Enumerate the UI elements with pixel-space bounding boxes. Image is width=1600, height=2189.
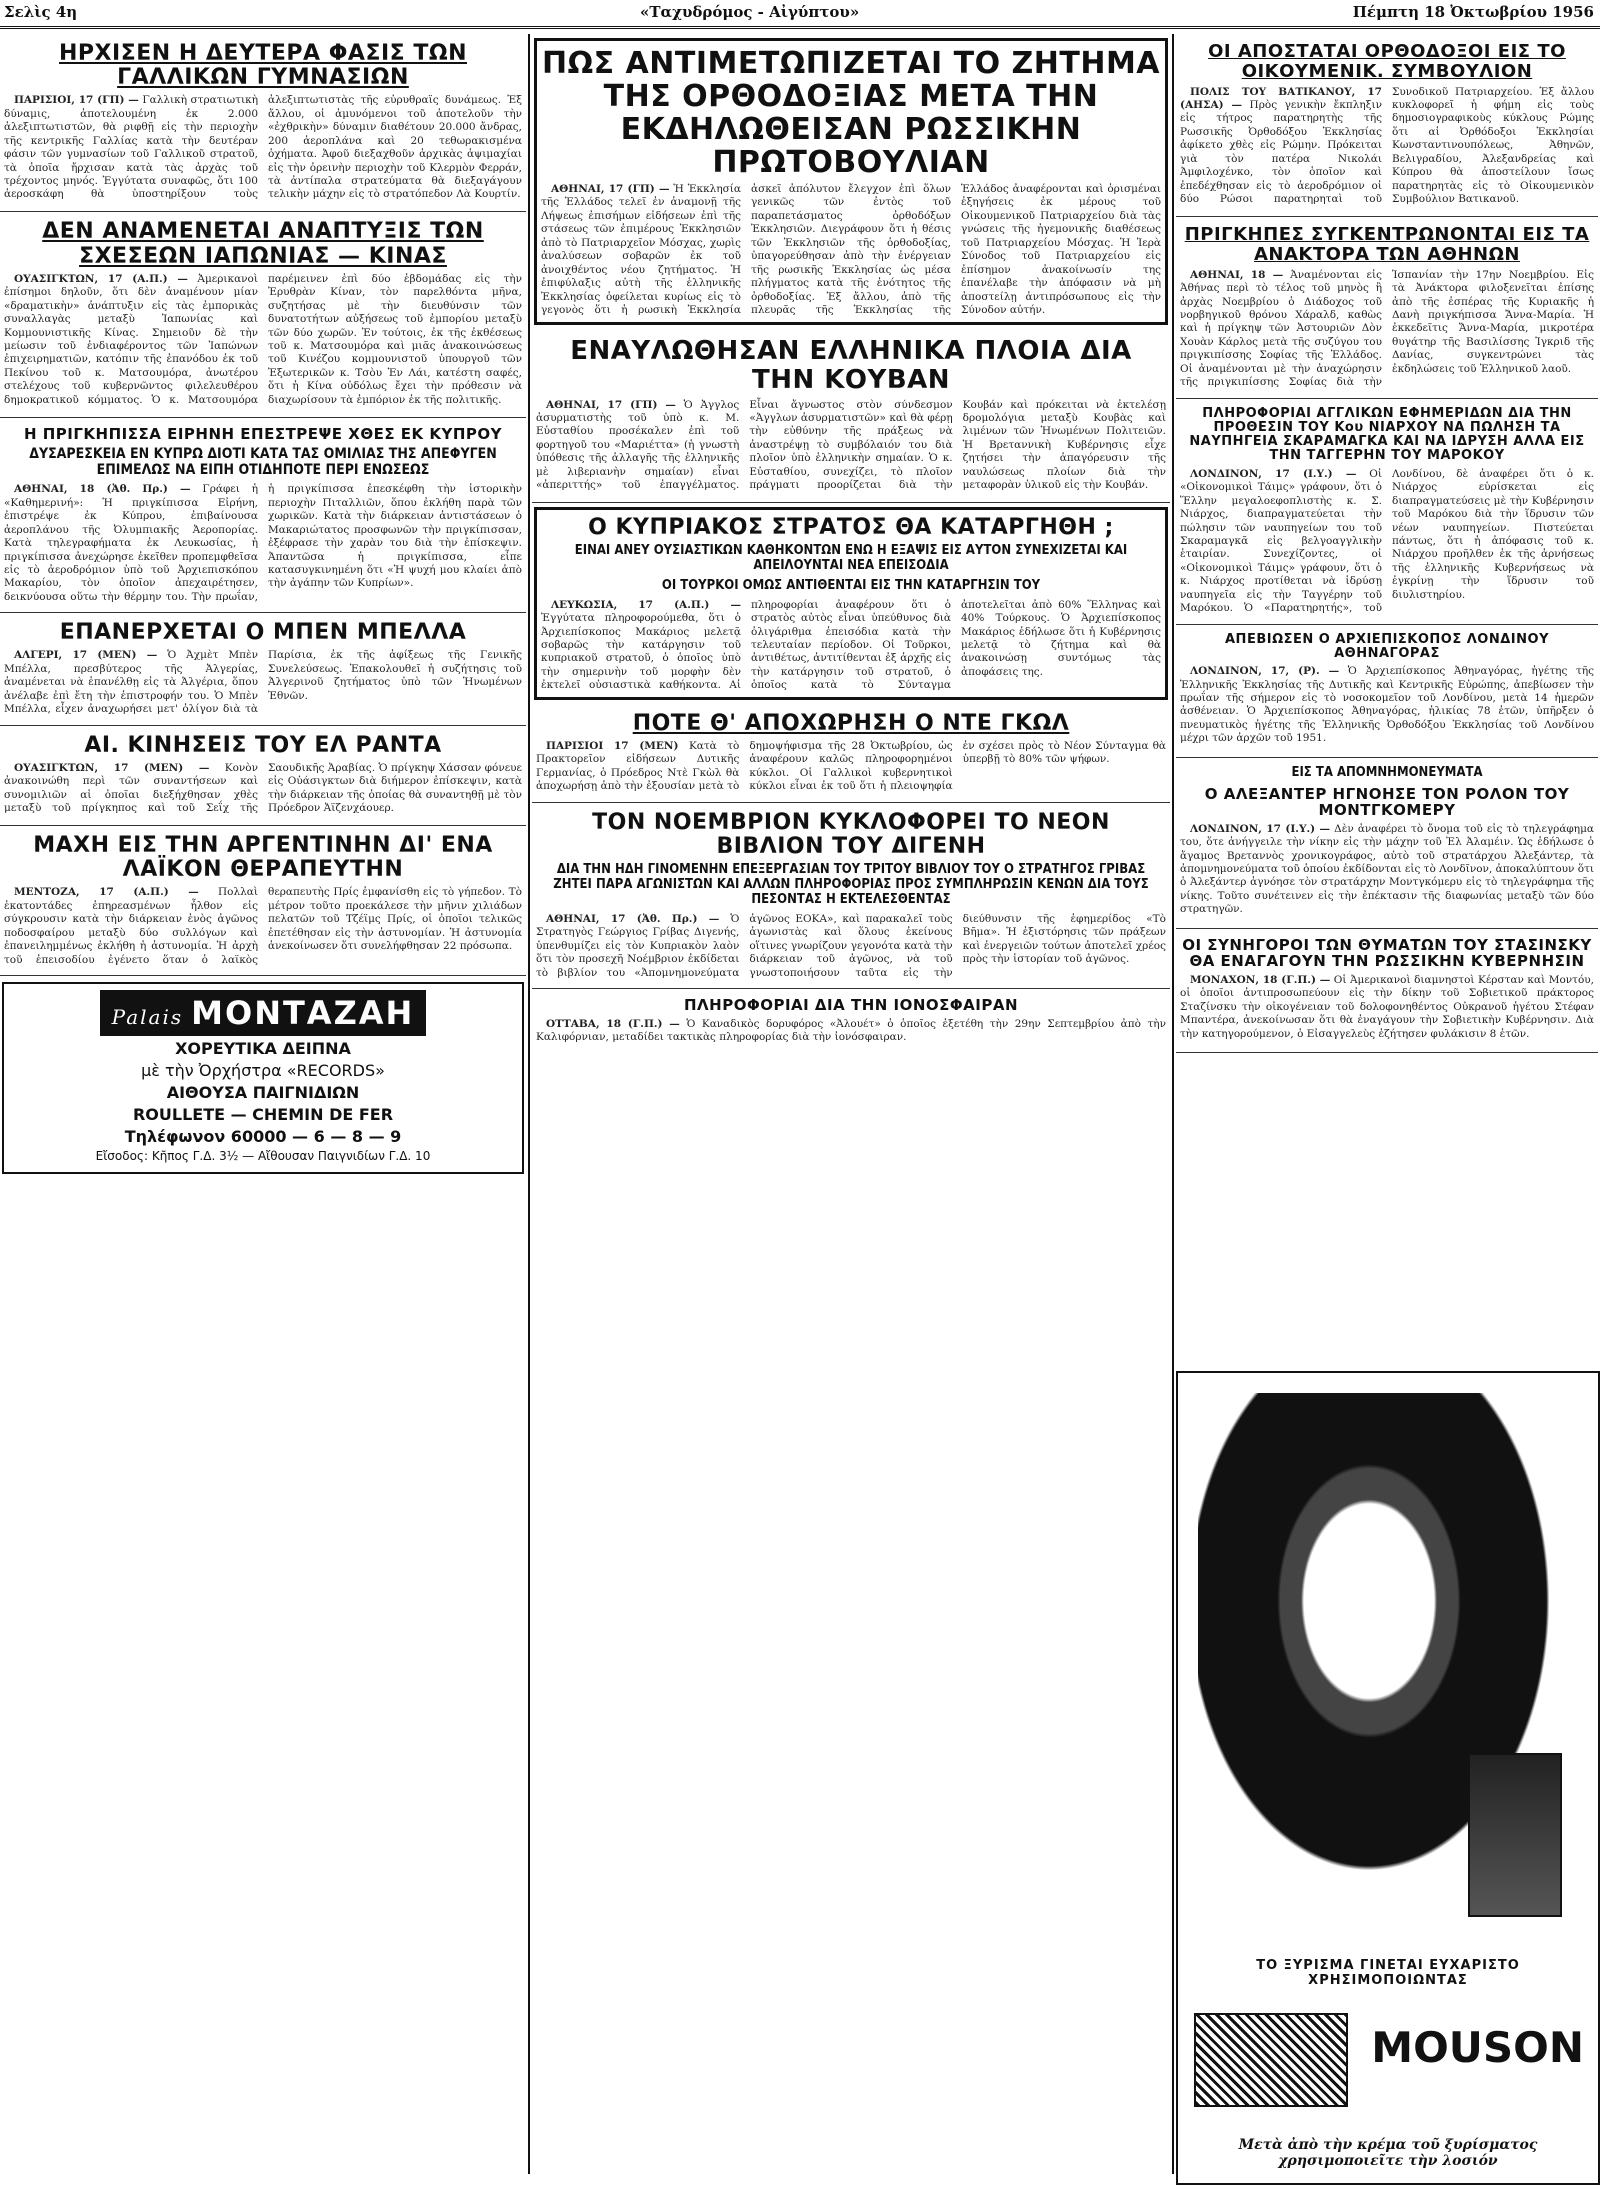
headline: ΠΟΤΕ Θ' ΑΠΟΧΩΡΗΣΗ Ο ΝΤΕ ΓΚΩΛ <box>632 710 1070 736</box>
headline: ΕΠΑΝΕΡΧΕΤΑΙ Ο ΜΠΕΝ ΜΠΕΛΛΑ <box>59 620 467 646</box>
dateline: ΛΟΝΔΙΝΟΝ, 17 (Ι.Υ.) — <box>1190 822 1330 835</box>
dateline: ΑΛΓΕΡΙ, 17 (ΜΕΝ) — <box>14 649 158 662</box>
headline: ΠΛΗΡΟΦΟΡΙΑΙ ΔΙΑ ΤΗΝ ΙΟΝΟΣΦΑΙΡΑΝ <box>683 996 1018 1014</box>
column-left <box>0 34 526 2184</box>
article-body <box>1180 665 1594 746</box>
ad-line: ROULLETE — CHEMIN DE FER <box>132 1105 394 1125</box>
headline: ΕΝΑΥΛΩΘΗΣΑΝ ΕΛΛΗΝΙΚΑ ΠΛΟΙΑ ΔΙΑ ΤΗΝ ΚΟΥΒΑΝ <box>570 336 1132 395</box>
subheadline: ΕΙΝΑΙ ΑΝΕΥ ΟΥΣΙΑΣΤΙΚΩΝ ΚΑΘΗΚΟΝΤΩΝ ΕΝΩ Η ΕΞΑΨΙΣ ΕΙΣ ΑΥΤΟΝ ΣΥΝΕΧΙΖΕΤΑΙ ΚΑΙ ΑΠΕΙΛΟΥΝΤΑΙ ΝΕΑ ΕΠΕΙΣΟΔΙΑ <box>574 542 1128 573</box>
ad-tagline: Μετὰ ἀπὸ τὴν κρέμα τοῦ ξυρίσματος χρησιμοποιεῖτε τὴν λοσιόν <box>1238 2137 1538 2169</box>
headline: ΤΟΝ ΝΟΕΜΒΡΙΟΝ ΚΥΚΛΟΦΟΡΕΙ ΤΟ ΝΕΟΝ ΒΙΒΛΙΟΝ ΤΟΥ ΔΙΓΕΝΗ <box>592 809 1110 859</box>
article-alexander <box>1176 758 1598 929</box>
article-text: Ὁ Ἀγγλος ἀσυρματιστὴς τοῦ ὑπὸ κ. Μ. Εὐσταθίου προσέκαλεν ἐπὶ τοῦ φορτηγοῦ του «Μαριέττα» (ἡ γνωστὴ ὑπόθεσις τῆς ἀλλαγῆς τῆς ἑλληνικῆς μὲ λιβεριανὴν σημαίαν) εἶναι «ἀπεριττής» τοῦ ἐπαγγέλματος. Εἶναι ἄγνωστος στὸν σύνδεσμον «Ἀγγλων ἀσυρματιστῶν» καὶ θὰ φέρῃ τὴν εὐθύνην τῆς πράξεως νὰ ἀναστρέψῃ τὸ συμβόλαιόν του διὰ πλοῖον ὑπὸ ἑλληνικὴν σημαίαν. Ὁ κ. Εὐσταθίου, συνεχίζει, τὸ πλοῖον πράγματι προορίζεται διὰ τὴν Κουβάν καὶ πρόκειται νὰ ἐκτελέσῃ δρομολόγια μεταξὺ Κουβὰς καὶ λιμένων τῶν Ἡνωμένων Πολιτειῶν. Ἡ Βρεταννικὴ Κυβέρνησις εἶχε ζητήσει τὴν ἀπαγόρευσιν τῆς ναυλώσεως πλοίων διὰ τὴν μεταφορὰν ὑλικοῦ εἰς τὴν Κουβάν. <box>536 398 1166 492</box>
article-princess-irene <box>0 418 526 614</box>
article-niarchos <box>1176 399 1598 625</box>
kicker: ΕΙΣ ΤΑ ΑΠΟΜΝΗΜΟΝΕΥΜΑΤΑ <box>1291 764 1483 780</box>
dateline: ΛΟΝΔΙΝΟΝ, 17 (Ι.Υ.) — <box>1190 467 1357 480</box>
dateline: ΑΘΗΝΑΙ, 17 (ΓΠ) — <box>546 398 676 411</box>
article-orthodoxy <box>534 38 1168 325</box>
dateline: ΜΕΝΤΟΖΑ, 17 (Α.Π.) — <box>14 886 199 899</box>
article-text: Γράφει ἡ «Καθημερινή»: Ἡ πριγκίπισσα Εἰρήνη, ἐπιστρέψε ἐκ Κύπρου, ἐπιβαίνουσα ἀεροπλάνου τῆς Ὀλυμπιακῆς Ἀεροπορίας. Κατὰ τηλεγραφήματα ἐκ Λευκωσίας, ἡ πριγκίπισσα ἀνεχώρησε ἐκεῖθεν προπεμφθεῖσα εἰς τὸ ἀεροδρόμιον ὑπὸ τοῦ Ἀρχιεπισκόπου Μακαρίου, τὸν ὁποῖον ἀπεχαιρέτησεν, δεικνύουσα οὕτω τὴν θέρμην του. Τὴν πρωΐαν, ἡ πριγκίπισσα ἐπεσκέφθη τὴν ἱστορικὴν περιοχὴν Πιταλλιῶν, ὅπου ἐκλήθη παρὰ τῶν χωρικῶν. Κατὰ τὴν διάρκειαν ἀντιστάσεων ὁ Μακαριώτατος προσφωνῶν τὴν πριγκίπισσαν, ἐξέφρασε τὴν χαρὰν του διὰ τὴν ἐπίσκεψιν. Ἀπαντῶσα ἡ πριγκίπισσα, εἶπε κατασυγκινημένη ὅτι «Ἡ ψυχή μου κλαίει ἀπὸ τὴν ἀγάπην τῶν Κυπρίων». <box>4 483 522 603</box>
article-text: Ἀμερικανοὶ ἐπίσημοι δηλοῦν, ὅτι δὲν ἀναμένουν μίαν «δραματικὴν» ἀνάπτυξιν εἰς τὰς ἐμπορικὰς συναλλαγὰς μεταξὺ Ἰαπωνίας καὶ Κομμουνιστικῆς Κίνας. Σημειοῦν δὲ τὴν μείωσιν τοῦ ἐνδιαφέροντος τῶν Ἰαπώνων ἐπιχειρηματιῶν, κατόπιν τῆς ἐπανόδου ἐκ τοῦ Πεκίνου τοῦ κ. Ματσουμόρα, ἀνωτέρου στελέχους τοῦ κυβερνῶντος φιλελευθέρου δημοκρατικοῦ κόμματος. Ὁ κ. Ματσουμόρα παρέμεινεν ἐπὶ δύο ἑβδομάδας εἰς τὴν Ἐρυθρὰν Κίναν, τὸν παρελθόντα μῆνα, συζητήσας μὲ τὴν διευθύνσιν τῶν δυνατοτήτων αὐξήσεως τοῦ ἐμπορίου μεταξὺ τῶν δύο χωρῶν. Ἐν τούτοις, ἐκ τῆς ἐκθέσεως τοῦ κ. Ματσουμόρα καὶ μιᾶς ἀνακοινώσεως τοῦ Κινέζου κομμουνιστοῦ ὑπουργοῦ τῶν Ἐξωτερικῶν κ. Τσὸυ Ἐν Λάι, κατέστη σαφές, ὅτι ἡ Κίνα οὐδόλως ἔχει τὴν πρόθεσιν νὰ διαχωρίσουν τὰ ἐμπόριον ἐκ τῆς πολιτικῆς. <box>4 272 522 406</box>
dateline: ΛΕΥΚΩΣΙΑ, 17 (Α.Π.) — <box>551 598 741 611</box>
article-text: Ἀναμένονται εἰς Ἀθήνας περὶ τὸ τέλος τοῦ μηνὸς ἢ ἀρχὰς Νοεμβρίου ὁ Διάδοχος τοῦ νορβηγικοῦ θρόνου Χάραλδ, καθὼς καὶ ἡ πρίγκηψ τῶν Ἀστουριῶν Δὸν Χουὰν Κάρλος μετὰ τῆς συζύγου του πριγκιπίσσης Σοφίας τῆς Ἑλλάδος. Οἱ ἀναμένονται μὲ τὴν ἀναχώρησιν τῆς πριγκιπίσσης Σοφίας διὰ τὴν Ἰσπανίαν τὴν 17ην Νοεμβρίου. Εἰς τὰ Ἀνάκτορα φιλοξενεῖται ἐπίσης ἀπὸ τῆς ἐσπέρας τῆς Κυριακῆς ἡ Δανὴ πριγκήπισσα Ἄννα-Μαρία. Ἡ ἐκκεδεῖτις Ἄννα-Μαρία, μικροτέρα θυγάτηρ τῆς Βασιλίσσης Ἰγκριδ τῆς Δανίας, συγκεντρώνει τὰς ἐκδηλώσεις τοῦ Ἑλληνικοῦ λαοῦ. <box>1180 268 1594 389</box>
article-el-randa <box>0 726 526 826</box>
article-athenagoras <box>1176 625 1598 758</box>
article-body <box>1180 468 1594 616</box>
headline: Ο ΚΥΠΡΙΑΚΟΣ ΣΤΡΑΤΟΣ ΘΑ ΚΑΤΑΡΓΗΘΗ ; <box>588 514 1114 540</box>
paper-title: «Ταχυδρόμος - Αἰγύπτου» <box>640 3 860 21</box>
ad-logo-text: ΜΟΝΤΑΖΑΗ <box>191 994 415 1033</box>
article-body <box>536 399 1166 494</box>
article-text: Γαλλικὴ στρατιωτικὴ δύναμις, ἀποτελουμένη ἐκ 2.000 ἀλεξιπτωτιστῶν, θὰ ριφθῇ εἰς τὴν περιοχὴν τῆς κεντρικῆς Γαλλίας κατὰ τὴν δευτέραν φάσιν τῶν γυμνασίων τοῦ Γαλλικοῦ στρατοῦ, τὰ ὁποῖα ἤρχισαν κατὰ τὰς ἀρχὰς τοῦ τρέχοντος μηνός. Ἐγγύτατα συναφῶς, ὅτι 100 ἀεροσκάφη θὰ ὑποστηρίξουν τοὺς ἀλεξιπτωτιστὰς τῆς εὐρυθραϊς δυνάμεως. Ἐξ ἄλλου, οἱ ἀμυνόμενοι τοῦ ἀποτελοῦν τὴν «ἐχθρικὴν» δύναμιν διαθέτουν 20.000 ἄνδρας, 200 ἀεροπλάνα καὶ 20 τεθωρακισμένα ὀχήματα. Ἀφοῦ διεξαχθοῦν ἀρχικὰς ἀψιμαχίαι εἰς τὴν ὀρεινὴν περιοχὴν τοῦ Κλερμὸν Φερράν, τὰ ἀντίπαλα στρατεύματα θὰ διεξαγάγουν τελικὴν μάχην εἰς τὸ στρατόπεδον Λὰ Κουρτίν. <box>4 94 522 201</box>
article-japan-china <box>0 212 526 417</box>
headline: ΠΩΣ ΑΝΤΙΜΕΤΩΠΙΖΕΤΑΙ ΤΟ ΖΗΤΗΜΑ ΤΗΣ ΟΡΘΟΔΟΞΙΑΣ ΜΕΤΑ ΤΗΝ ΕΚΔΗΛΩΘΕΙΣΑΝ ΡΩΣΣΙΚΗΝ ΠΡΩΤΟΒΟΥΛΙΑΝ <box>541 46 1161 180</box>
article-text: Ὁ Ἀχμὲτ Μπὲν Μπέλλα, πρεσβύτερος τῆς Ἀλγερίας, ἀναμένεται νὰ ἐπανέλθῃ εἰς τὰ Ἀλγέρια, ὅπου ἀνέλαβε ἐπὶ ἔτη τὴν ἐπιστροφήν του. Ὁ Μπὲν Μπέλλα, εἶχεν ἀναχωρήσει μετ' ὀλίγον διὰ τὰ Παρίσια, ἐκ τῆς ἀφίξεως τῆς Γενικῆς Συνελεύσεως. Ἐπακολουθεῖ ἡ συζήτησις τοῦ Ἀλγερινοῦ ζητήματος ὑπὸ τῶν Ἡνωμένων Ἐθνῶν. <box>4 649 522 716</box>
article-body <box>1180 269 1594 390</box>
ad-logo <box>100 990 427 1036</box>
article-body <box>536 740 1166 794</box>
article-text: Πρὸς γενικὴν ἔκπληξιν εἰς τήτρος παρατηρητὴς τῆς Ρωσσικῆς Ὀρθοδόξου Ἐκκλησίας ἀφίκετο χθὲς εἰς Ρώμην. Πρόκειται γιὰ τὸν πατέρα Νικολάι Ἀμφιλοχένκο, τὸν ὁποῖον καὶ ἐπεδέχθησαν εἰς τὸ ἀεροδρόμιον οἱ δύο Ρώσοι παρατηρηταὶ τοῦ Συνοδικοῦ Πατριαρχείου. Ἐξ ἄλλου κυκλοφορεῖ ἡ φήμη εἰς τοὺς δημοσιογραφικοὺς κύκλους Ρώμης ὅτι αἱ Ὀρθόδοξοι Ἐκκλησίαι Κωνσταντινουπόλεως, Ἀθηνῶν, Βελιγραδίου, Ἀλεξανδρείας καὶ Κύπρου θὰ ἀποστείλουν ἴσως παρατηρητὰς εἰς τὸ Οἰκουμενικὸν Συμβούλιον Βατικανοῦ. <box>1180 85 1594 206</box>
dateline: ΠΑΡΙΣΙΟΙ 17 (ΜΕΝ) <box>546 739 679 752</box>
article-text: Ὁ Καναδικὸς δορυφόρος «Ἀλουέτ» ὁ ὁποῖος ἐξετέθη τὴν 29ην Σεπτεμβρίου ἀπὸ τὴν Καλιφόρνιαν, μεταδίδει τακτικὰς πληροφορίας διὰ τὴν ἰονόσφαιραν. <box>536 1017 1166 1043</box>
article-text: Ἐγγύτατα πληροφορούμεθα, ὅτι ὁ Ἀρχιεπίσκοπος Μακάριος μελετᾷ σοβαρῶς τὴν κατάργησιν τοῦ κυπριακοῦ στρατοῦ, ὁ ὁποῖος ὑπὸ τὴν σημερινὴν τοῦ μορφὴν δὲν ἐκτελεῖ οὐσιαστικὰ καθήκοντα. Αἱ πληροφορίαι ἀναφέρουν ὅτι ὁ στρατὸς αὐτὸς εἶναι ὑπεύθυνος διὰ ὀλιγάριθμα ἐπεισόδια κατὰ τὴν τελευταίαν περίοδον. Οἱ Τοῦρκοι, ἀντιθέτως, ἀντιτίθενται ἐξ ἀρχῆς εἰς τὴν κατάργησιν τοῦ στρατοῦ, ὁ ὁποῖος κατὰ τὸ Σύνταγμα ἀποτελεῖται ἀπὸ 60% Ἕλληνας καὶ 40% Τούρκους. Ὁ Ἀρχιεπίσκοπος Μακάριος ἐδήλωσε ὅτι ἡ Κυβέρνησις μελετᾷ τὸ ζήτημα καὶ θὰ ἀνακοινώσῃ συντόμως τὰς ἀποφάσεις της. <box>541 598 1161 692</box>
headline: ΑΙ. ΚΙΝΗΣΕΙΣ ΤΟΥ ΕΛ ΡΑΝΤΑ <box>84 732 442 758</box>
headline: ΑΠΕΒΙΩΣΕΝ Ο ΑΡΧΙΕΠΙΣΚΟΠΟΣ ΛΟΝΔΙΝΟΥ ΑΘΗΝΑΓΟΡΑΣ <box>1225 631 1549 661</box>
dateline: ΟΥΑΣΙΓΚΤΩΝ, 17 (Α.Π.) — <box>14 272 188 285</box>
headline: ΟΙ ΣΥΝΗΓΟΡΟΙ ΤΩΝ ΘΥΜΑΤΩΝ ΤΟΥ ΣΤΑΣΙΝΣΚΥ ΘΑ ΕΝΑΓΑΓΟΥΝ ΤΗΝ ΡΩΣΣΙΚΗΝ ΚΥΒΕΡΝΗΣΙΝ <box>1182 935 1592 971</box>
headline: ΗΡΧΙΣΕΝ Η ΔΕΥΤΕΡΑ ΦΑΣΙΣ ΤΩΝ ΓΑΛΛΙΚΩΝ ΓΥΜΝΑΣΙΩΝ <box>59 41 467 91</box>
article-body <box>4 762 522 817</box>
dateline: ΜΟΝΑΧΟΝ, 18 (Γ.Π.) — <box>1190 973 1331 986</box>
article-text: Πολλαὶ ἑκατοντάδες ἐπηρεασμένων ἦλθον εἰς σύγκρουσιν κατὰ τὴν διάρκειαν ἑνὸς ἀγῶνος ποδοσφαίρου μεταξὺ δύο συλλόγων καὶ ἐπανειλημμένως ἐκλήθη ἡ ἀστυνομία. Ἡ ἀρχὴ τοῦ ἐπεισοδίου ἐγένετο ὅταν ὁ λαϊκὸς θεραπευτὴς Πρίς ἐμφανίσθη εἰς τὸ γήπεδον. Τὸ μέτρον τοῦτο προεκάλεσε τὴν μῆνιν χιλιάδων πελατῶν τοῦ Τζέϊμς Πρίς, οἱ ὁποῖοι τελικῶς ἐπετέθησαν εἰς τὴν ἀστυνομίαν. Ἡ ἀστυνομία ἀνεκοίνωσεν ὅτι συνελήφθησαν 22 πρόσωπα. <box>4 886 522 966</box>
dateline: ΑΘΗΝΑΙ, 17 (Ἀθ. Πρ.) — <box>546 912 720 925</box>
headline: ΜΑΧΗ ΕΙΣ ΤΗΝ ΑΡΓΕΝΤΙΝΗΝ ΔΙ' ΕΝΑ ΛΑΪΚΟΝ ΘΕΡΑΠΕΥΤΗΝ <box>33 833 493 883</box>
article-body <box>4 483 522 604</box>
subheadline: ΟΙ ΤΟΥΡΚΟΙ ΟΜΩΣ ΑΝΤΙΘΕΝΤΑΙ ΕΙΣ ΤΗΝ ΚΑΤΑΡΓΗΣΙΝ ΤΟΥ <box>661 577 1041 593</box>
column-rule <box>1172 34 1174 2174</box>
dateline: ΑΘΗΝΑΙ, 18 — <box>1190 268 1284 281</box>
ad-line: ΧΟΡΕΥΤΙΚΑ ΔΕΙΠΝΑ <box>175 1039 351 1059</box>
column-rule <box>528 34 530 2174</box>
dateline: ΛΟΝΔΙΝΟΝ, 17, (Ρ). — <box>1190 665 1340 678</box>
article-ben-bella <box>0 613 526 725</box>
ad-logo-script: Palais <box>111 1005 184 1030</box>
headline: ΔΕΝ ΑΝΑΜΕΝΕΤΑΙ ΑΝΑΠΤΥΞΙΣ ΤΩΝ ΣΧΕΣΕΩΝ ΙΑΠΩΝΙΑΣ — ΚΙΝΑΣ <box>42 219 484 269</box>
subheadline: ΔΙΑ ΤΗΝ ΗΔΗ ΓΙΝΟΜΕΝΗΝ ΕΠΕΞΕΡΓΑΣΙΑΝ ΤΟΥ ΤΡΙΤΟΥ ΒΙΒΛΙΟΥ ΤΟΥ Ο ΣΤΡΑΤΗΓΟΣ ΓΡΙΒΑΣ ΖΗΤΕΙ ΠΑΡΑ ΑΓΩΝΙΣΤΩΝ ΚΑΙ ΑΛΛΩΝ ΠΛΗΡΟΦΟΡΙΑΣ ΠΡΟΣ ΣΥΜΠΛΗΡΩΣΙΝ ΚΕΝΩΝ ΔΙΑ ΤΟΥΣ ΠΕΣΟΝΤΑΣ Η ΕΚΤΕΛΕΣΘΕΝΤΑΣ <box>553 862 1149 907</box>
article-text: Δὲν ἀναφέρει τὸ ὄνομα τοῦ εἰς τὸ τηλεγράφημα του, ὅτε ἀνήγγειλε τὴν νίκην εἰς τὴν μάχην τοῦ Ἐλ Ἀλαμέιν. Ὡς ἐδήλωσε ὁ ἄγαμος Βρεταννὸς χρονικογράφος, αὐτὸ τοῦ στρατάρχου Ἀλεξάντερ, τὰ ἀπομνημονεύματα τοῦ ὁποίου ἐκδίδονται εἰς τὸ Λονδῖνον, ἀποκαλύπτουν ὅτι ὁ Ἀλεξάντερ ἀγνόησε τὸν στρατάρχην Μοντγκόμερυ εἰς τὸ τηλεγράφημα τῆς νίκης. Τοῦτο συνέτεινεν εἰς τὴν ἐπέκτασιν τῆς διαφωνίας μεταξὺ τῶν δύο στρατηγῶν. <box>1180 822 1595 916</box>
article-cyprus-army <box>534 507 1168 700</box>
advertisement-montazah <box>2 982 524 1174</box>
page-number: Σελὶς 4η <box>4 3 78 21</box>
article-text: Κατὰ τὸ Πρακτορεῖον εἰδήσεων Δυτικῆς Γερμανίας, ὁ Πρόεδρος Ντὲ Γκὼλ θὰ ἀποχωρήσῃ ἀπὸ τὴν ἐξουσίαν μετὰ τὸ δημοψήφισμα τῆς 28 Ὀκτωβρίου, ὡς ἀναφέρουν καλῶς πληροφορημένοι κύκλοι. Οἱ Γαλλικοὶ κυβερνητικοὶ κύκλοι εἶναι ἐκ τοῦ ὅτι ἡ πλειοψηφία ἐν σχέσει πρὸς τὸ Νέον Σύνταγμα θὰ ὑπερβῇ τὸ 80% τῶν ψήφων. <box>536 739 1166 793</box>
ad-coach-logo-icon <box>1194 2013 1348 2107</box>
ad-brand: MOUSON <box>1371 2023 1584 2072</box>
dateline: ΠΑΡΙΣΙΟΙ, 17 (ΓΠ) — <box>14 94 139 107</box>
ad-slogan: ΤΟ ΞΥΡΙΣΜΑ ΓΙΝΕΤΑΙ ΕΥΧΑΡΙΣΤΟ ΧΡΗΣΙΜΟΠΟΙΩΝΤΑΣ <box>1256 1958 1520 1988</box>
ad-line: Εἴσοδος: Κῆπος Γ.Δ. 3½ — Αἴθουσαν Παιγνιδίων Γ.Δ. 10 <box>95 1149 431 1164</box>
issue-date: Πέμπτη 18 Ὀκτωβρίου 1956 <box>1352 3 1594 21</box>
article-text: Οἱ Ἀμερικανοὶ διαμνηστοὶ Κέρσταν καὶ Μοντόυ, οἱ ὁποῖοι ἀντιπροσωπεύουν εἰς τὴν δίκην τοῦ Σοβιετικοῦ πράκτορος Σταζίνσκυ τὴν οἰκογένειαν τοῦ δολοφονηθέντος Οὐκρανοῦ ἡγέτου Στέφαν Μπαντέρα, ἀνεκοίνωσαν ὅτι θὰ ἐναγάγουν τὴν Σοβιετικὴν Κυβέρνησιν. Διὰ τὴν κατηγορούμενον, ὁ Εἰσαγγελεὺς ἐζήτησεν φυλάκισιν 8 ἐτῶν. <box>1180 973 1594 1040</box>
article-body <box>1180 823 1594 917</box>
article-body <box>1180 974 1594 1041</box>
article-digenis-book <box>532 803 1170 989</box>
dateline: ΟΥΑΣΙΓΚΤΩΝ, 17 (ΜΕΝ) — <box>14 761 210 774</box>
advertisement-mouson <box>1176 1371 1600 2185</box>
article-body <box>536 1018 1166 1045</box>
article-body <box>536 913 1166 980</box>
article-text: Κονὸν ἀνακοινώθη περὶ τῶν συναντήσεων καὶ συνομιλιῶν αἱ ὁποῖαι διεξήχθησαν χθὲς μεταξὺ τοῦ πρίγκηπος καὶ τοῦ Σεΐχ τῆς Σαουδικῆς Ἀραβίας. Ὁ πρίγκηψ Χάσσαν φόνευε εἰς Οὐάσιγκτων διὰ διήμερον ἐπίσκεψιν, κατὰ τὴν διάρκειαν τῆς ὁποίας θὰ συναντηθῇ μὲ τὸν Πρόεδρον Ἀϊζενχάουερ. <box>4 761 522 815</box>
ad-illustration-bottle <box>1468 1753 1562 1917</box>
dateline: ΑΘΗΝΑΙ, 18 (Ἀθ. Πρ.) — <box>14 483 191 496</box>
dateline: ΠΟΛΙΣ ΤΟΥ ΒΑΤΙΚΑΝΟΥ, 17 (ΑΗΣΑ) — <box>1180 85 1382 112</box>
article-body <box>4 886 522 967</box>
article-body <box>541 599 1161 693</box>
article-de-gaulle <box>532 704 1170 803</box>
article-cuba-ships <box>532 329 1170 502</box>
article-text: Οἱ «Οἰκονομικοὶ Τάιμς» γράφουν, ὅτι ὁ Ἕλλην μεγαλοεφοπλιστὴς κ. Σ. Νιάρχος, διαπραγματεύεται τὴν πώλησιν τῶν ναυπηγείων του τοῦ Σκαραμαγκᾶ εἰς βελγοαγγλικὴν ἑταιρίαν. Συνεχίζοντες, οἱ «Οἰκονομικοὶ Τάιμς» γράφουν, ὅτι ὁ κ. Νιάρχος προτίθεται νὰ ἱδρύσῃ ναυπηγεῖα εἰς τὴν Ταγγέρην τοῦ Μαρόκου. Ὁ «Παρατηρητής», τοῦ Λονδίνου, δὲ ἀναφέρει ὅτι ὁ κ. Νιάρχος εὑρίσκεται εἰς διαπραγματεύσεις μὲ τὴν Κυβέρνησιν τοῦ Μαρόκου διὰ τὴν ἵδρυσιν τῶν νέων ναυπηγείων. Πιστεύεται πάντως, ὅτι ἡ ἀπόφασις τοῦ κ. Νιάρχου προῆλθεν ἐκ τῆς ἀρνήσεως τῆς ἑλληνικῆς Κυβερνήσεως νὰ ἐγκρίνῃ τὴν ἵδρυσιν τοῦ διυλιστηρίου. <box>1180 467 1594 615</box>
article-body <box>1180 86 1594 208</box>
article-argentina <box>0 826 526 976</box>
ad-line: μὲ τὴν Ὀρχήστρα «RECORDS» <box>141 1061 385 1081</box>
headline: ΟΙ ΑΠΟΣΤΑΤΑΙ ΟΡΘΟΔΟΞΟΙ ΕΙΣ ΤΟ ΟΙΚΟΥΜΕΝΙΚ. ΣΥΜΒΟΥΛΙΟΝ <box>1208 41 1566 82</box>
ad-line: ΑΙΘΟΥΣΑ ΠΑΙΓΝΙΔΙΩΝ <box>166 1083 360 1103</box>
article-body <box>4 94 522 203</box>
article-text: Ἡ Ἐκκλησία τῆς Ἑλλάδος τελεῖ ἐν ἀναμονῇ τῆς Λήψεως ἐπισήμων εἰδήσεων ἐπὶ τῆς στάσεως τῶν ἐπιμέρους Ἐκκλησιῶν ἀπὸ τὸ Πατριαρχεῖον Μόσχας, χωρὶς ἀναλύσεων σοβαρῶν ἐκ τοῦ ἀνοιχθέντος νέου ζητήματος. Ἡ ἐπιφύλαξις αὐτὴ τῆς ἑλληνικῆς Ἐκκλησίας ὀφείλεται κυρίως εἰς τὸ γεγονὸς ὅτι ἡ ρωσικὴ Ἐκκλησία ἀσκεῖ ἀπόλυτον ἔλεγχον ἐπὶ ὅλων γενικῶς τῶν ἐντὸς τοῦ παραπετάσματος ὀρθοδόξων Ἐκκλησιῶν. Διεγράφουν ὅτι ἡ θέσις τῶν Ἐκκλησιῶν τῆς ὀρθοδοξίας, ὑπαγορεύθησαν ἀπὸ τὴν ἐνέργειαν τῆς ρωσικῆς Ἐκκλησίας ὡς μέσα πλήγματος κατὰ τῆς ἑνότητος τῆς ὀρθοδοξίας. Ἐξ ἄλλου, ἀπὸ τῆς πλευρᾶς τῆς Ἐκκλησίας τῆς Ἑλλάδος ἀναφέρονται καὶ ὁρισμέναι ἐξηγήσεις ἐκ μέρους τοῦ Οἰκουμενικοῦ Πατριαρχείου διὰ τὰς γνώσεις τῆς ἠγεμονικῆς διαθέσεως τοῦ Πατριαρχείου Μόσχας. Ἡ Ἱερὰ Σύνοδος τοῦ Πατριαρχείου εἰς ἐπίσημον ἀνακοίνωσίν της ἐπανέλαβε τὴν ἀπόφασιν νὰ μὴ ἀποστείλῃ ἀντιπρόσωπους εἰς τὴν Σύνοδον αὐτήν. <box>541 183 1161 316</box>
headline: Η ΠΡΙΓΚΗΠΙΣΣΑ ΕΙΡΗΝΗ ΕΠΕΣΤΡΕΨΕ ΧΘΕΣ ΕΚ ΚΥΠΡΟΥ <box>23 424 503 443</box>
headline: ΠΛΗΡΟΦΟΡΙΑΙ ΑΓΓΛΙΚΩΝ ΕΦΗΜΕΡΙΔΩΝ ΔΙΑ ΤΗΝ ΠΡΟΘΕΣΙΝ ΤΟΥ Κου ΝΙΑΡΧΟΥ ΝΑ ΠΩΛΗΣΗ ΤΑ ΝΑΥΠΗΓΕΙΑ ΣΚΑΡΑΜΑΓΚΑ ΚΑΙ ΝΑ ΙΔΡΥΣΗ ΑΛΛΑ ΕΙΣ ΤΗΝ ΤΑΓΓΕΡΗΝ ΤΟΥ ΜΑΡΟΚΟΥ <box>1189 405 1585 464</box>
article-stashinsky <box>1176 929 1598 1053</box>
subheadline: ΔΥΣΑΡΕΣΚΕΙΑ ΕΝ ΚΥΠΡΩ ΔΙΟΤΙ ΚΑΤΑ ΤΑΣ ΟΜΙΛΙΑΣ ΤΗΣ ΑΠΕΦΥΓΕΝ ΕΠΙΜΕΛΩΣ ΝΑ ΕΙΠΗ ΟΤΙΔΗΠΟΤΕ ΠΕΡΙ ΕΝΩΣΕΩΣ <box>29 446 497 479</box>
article-ionosphere <box>532 989 1170 1055</box>
article-apostates <box>1176 34 1598 217</box>
article-text: Ὁ Στρατηγὸς Γεώργιος Γρίβας Διγενής, ὑπενθυμίζει εἰς τὸν Κυπριακὸν λαὸν ὅτι τὸν προσεχῆ Νοέμβριον ἐκδίδεται τὸ βιβλίον του «Ἀπομνημονεύματα ἀγῶνος ΕΟΚΑ», καὶ παρακαλεῖ τοὺς ἀγωνιστὰς καὶ ὅλους ἐκείνους οἵτινες γνωρίζουν γεγονότα κατὰ τὴν διάρκειαν τοῦ ἀγῶνος, νὰ τοῦ γνωστοποιήσουν ταῦτα εἰς τὴν διεύθυνσιν τῆς ἐφημερίδος «Τὸ Βῆμα». Ἡ ἐξιστόρησις τῶν πράξεων καὶ ἐνεργειῶν τούτων ἀποτελεῖ χρέος πρὸς τὴν ἱστορίαν τοῦ ἀγῶνος. <box>536 912 1166 979</box>
article-gallic-exercises <box>0 34 526 212</box>
article-body <box>541 183 1161 318</box>
article-princes <box>1176 217 1598 399</box>
article-body <box>4 649 522 716</box>
headline: ΠΡΙΓΚΗΠΕΣ ΣΥΓΚΕΝΤΡΩΝΟΝΤΑΙ ΕΙΣ ΤΑ ΑΝΑΚΤΟΡΑ ΤΩΝ ΑΘΗΝΩΝ <box>1184 224 1590 265</box>
dateline: ΟΤΤΑΒΑ, 18 (Γ.Π.) — <box>546 1017 680 1030</box>
masthead <box>0 0 1600 29</box>
article-text: Ὁ Ἀρχιεπίσκοπος Ἀθηναγόρας, ἡγέτης τῆς Ἑλληνικῆς Ἐκκλησίας τῆς Δυτικῆς καὶ Κεντρικῆς Εὐρώπης, ἀπεβίωσεν τὴν πρωΐαν τῆς σήμερον εἰς τὸ νοσοκομεῖον τοῦ Λονδίνου, μετὰ 14 ἡμερῶν ἀσθένειαν. Ὁ Ἀρχιεπίσκοπος Ἀθηναγόρας, ἡλικίας 78 ἐτῶν, ὑπῆρξεν ὁ πνευματικὸς ἡγέτης τῆς Ἑλληνικῆς Ὀρθοδόξου Ἐκκλησίας τοῦ Λονδίνου μέχρι τῶν ἀρχῶν τοῦ 1951. <box>1180 665 1594 745</box>
column-center <box>532 34 1170 2184</box>
ad-line: Τηλέφωνον 60000 — 6 — 8 — 9 <box>124 1127 402 1147</box>
headline: Ο ΑΛΕΞΑΝΤΕΡ ΗΓΝΟΗΣΕ ΤΟΝ ΡΟΛΟΝ ΤΟΥ ΜΟΝΤΓΚΟΜΕΡΥ <box>1204 784 1570 820</box>
dateline: ΑΘΗΝΑΙ, 17 (ΓΠ) — <box>551 183 670 195</box>
article-body <box>4 273 522 409</box>
